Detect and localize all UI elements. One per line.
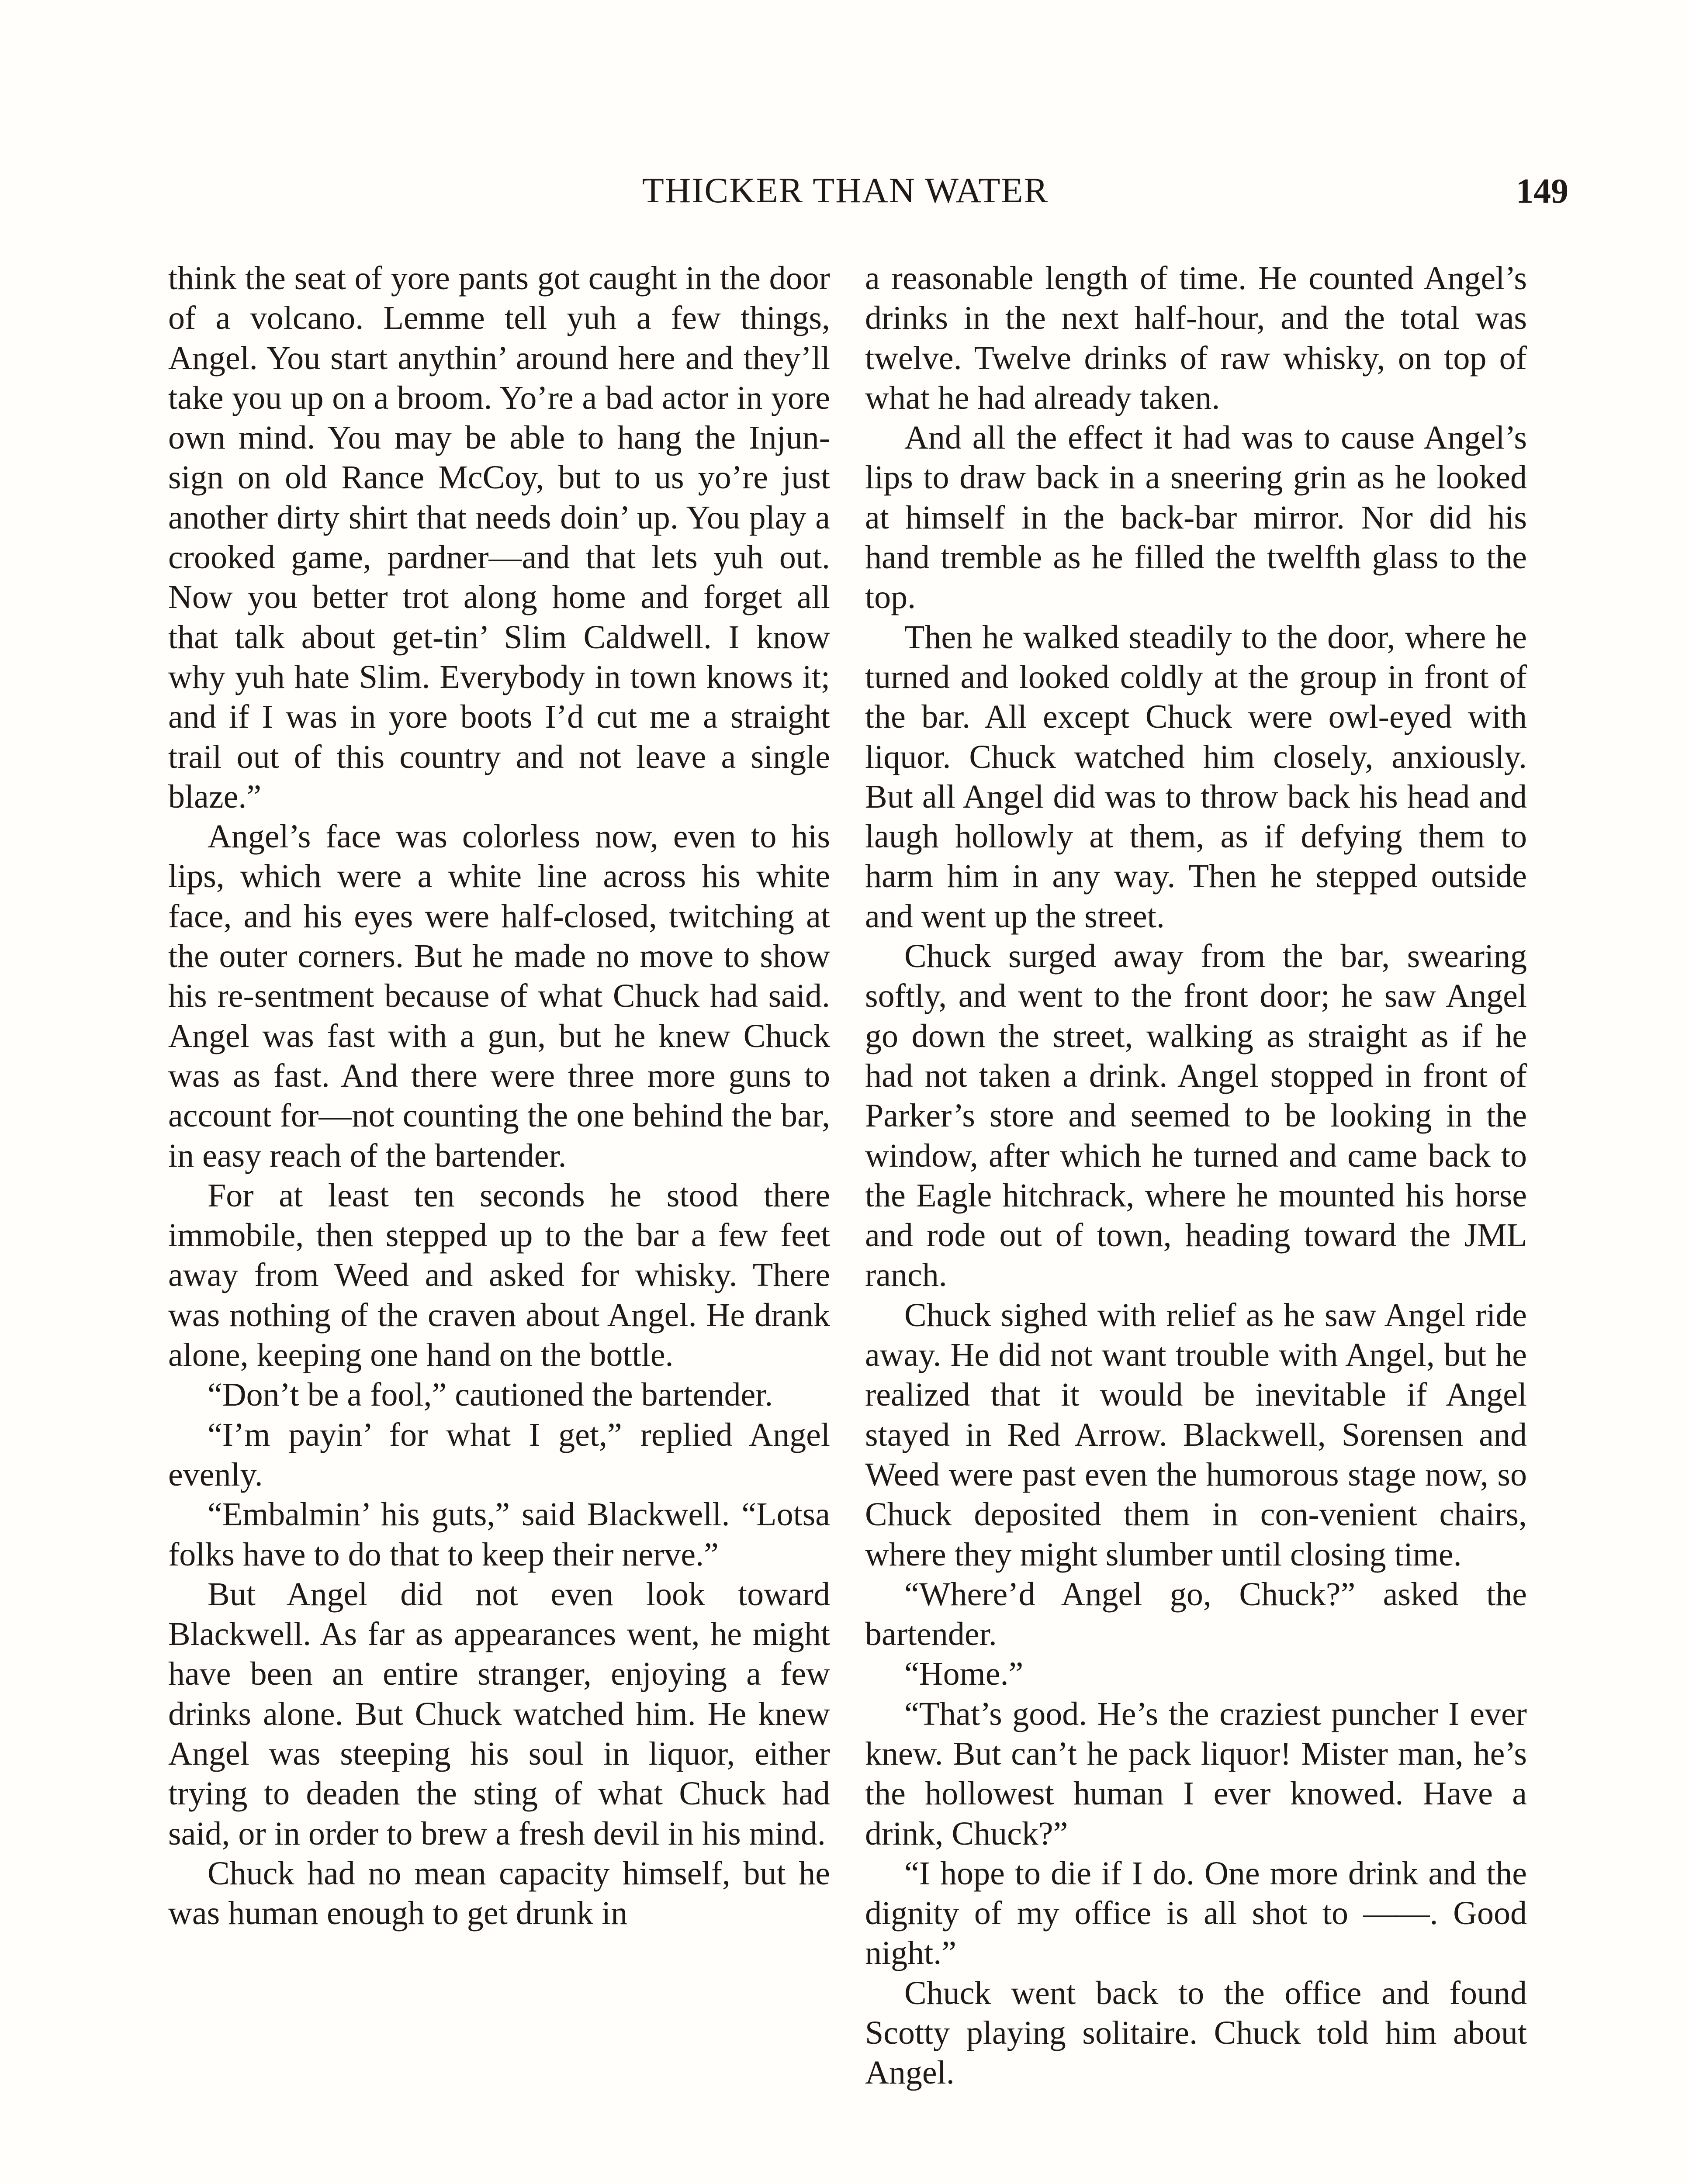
- paragraph: think the seat of yore pants got caught in the door of a volcano. Lemme tell yuh a few things, Angel. You start anythin’ around here and they’ll take you up on a broom. Yo’re a bad actor in yore own mind. You may be able to hang the Injun-sign on old Rance McCoy, but to us yo’re just another dirty shirt that needs doin’ up. You play a crooked game, pardner—and that lets yuh out. Now you better trot along home and forget all that talk about get-tin’ Slim Caldwell. I know why yuh hate Slim. Everybody in town knows it; and if I was in yore boots I’d cut me a straight trail out of this country and not leave a single blaze.”: [168, 260, 830, 815]
- page-number: 149: [1516, 172, 1568, 211]
- paragraph: “Embalmin’ his guts,” said Blackwell. “Lotsa folks have to do that to keep their nerve.”: [168, 1496, 830, 1573]
- paragraph: Then he walked steadily to the door, where he turned and looked coldly at the group in front of the bar. All except Chuck were owl-eyed with liquor. Chuck watched him closely, anxiously. But all Angel did was to throw back his head and laugh hollowly at them, as if defying them to harm him in any way. Then he stepped outside and went up the street.: [865, 619, 1527, 935]
- right-column: [865, 259, 1527, 2093]
- paragraph: a reasonable length of time. He counted Angel’s drinks in the next half-hour, and the total was twelve. Twelve drinks of raw whisky, on top of what he had already taken.: [865, 260, 1527, 416]
- paragraph: But Angel did not even look toward Blackwell. As far as appearances went, he might have been an entire stranger, enjoying a few drinks alone. But Chuck watched him. He knew Angel was steeping his soul in liquor, either trying to deaden the sting of what Chuck had said, or in order to brew a fresh devil in his mind.: [168, 1576, 830, 1852]
- left-column: [168, 259, 830, 1933]
- paragraph: Chuck had no mean capacity himself, but he was human enough to get drunk in: [168, 1855, 830, 1932]
- paragraph: Chuck surged away from the bar, swearing softly, and went to the front door; he saw Angel go down the street, walking as straight as if he had not taken a drink. Angel stopped in front of Parker’s store and seemed to be looking in the window, after which he turned and came back to the Eagle hitchrack, where he mounted his horse and rode out of town, heading toward the JML ranch.: [865, 938, 1527, 1294]
- running-head: THICKER THAN WATER: [642, 170, 1049, 210]
- paragraph: Chuck sighed with relief as he saw Angel ride away. He did not want trouble with Angel, but he realized that it would be inevitable if Angel stayed in Red Arrow. Blackwell, Sorensen and Weed were past even the humorous stage now, so Chuck deposited them in con-venient chairs, where they might slumber until closing time.: [865, 1296, 1527, 1573]
- paragraph: “Don’t be a fool,” cautioned the bartender.: [208, 1376, 773, 1413]
- paragraph: “Home.”: [904, 1655, 1024, 1693]
- paragraph: And all the effect it had was to cause Angel’s lips to draw back in a sneering grin as he looked at himself in the back-bar mirror. Nor did his hand tremble as he filled the twelfth glass to the top.: [865, 419, 1527, 616]
- paragraph: “That’s good. He’s the craziest puncher I ever knew. But can’t he pack liquor! Mister man, he’s the hollowest human I ever knowed. Have a drink, Chuck?”: [865, 1695, 1527, 1852]
- paragraph: For at least ten seconds he stood there immobile, then stepped up to the bar a few feet away from Weed and asked for whisky. There was nothing of the craven about Angel. He drank alone, keeping one hand on the bottle.: [168, 1177, 830, 1374]
- paragraph: Angel’s face was colorless now, even to his lips, which were a white line across his white face, and his eyes were half-closed, twitching at the outer corners. But he made no move to show his re-sentment because of what Chuck had said. Angel was fast with a gun, but he knew Chuck was as fast. And there were three more guns to account for—not counting the one behind the bar, in easy reach of the bartender.: [168, 818, 830, 1174]
- paragraph: Chuck went back to the office and found Scotty playing solitaire. Chuck told him about Angel.: [865, 1974, 1527, 2091]
- paragraph: “I hope to die if I do. One more drink and the dignity of my office is all shot to ——. Good night.”: [865, 1855, 1527, 1972]
- paragraph: “I’m payin’ for what I get,” replied Angel evenly.: [168, 1416, 830, 1493]
- paragraph: “Where’d Angel go, Chuck?” asked the bartender.: [865, 1576, 1527, 1653]
